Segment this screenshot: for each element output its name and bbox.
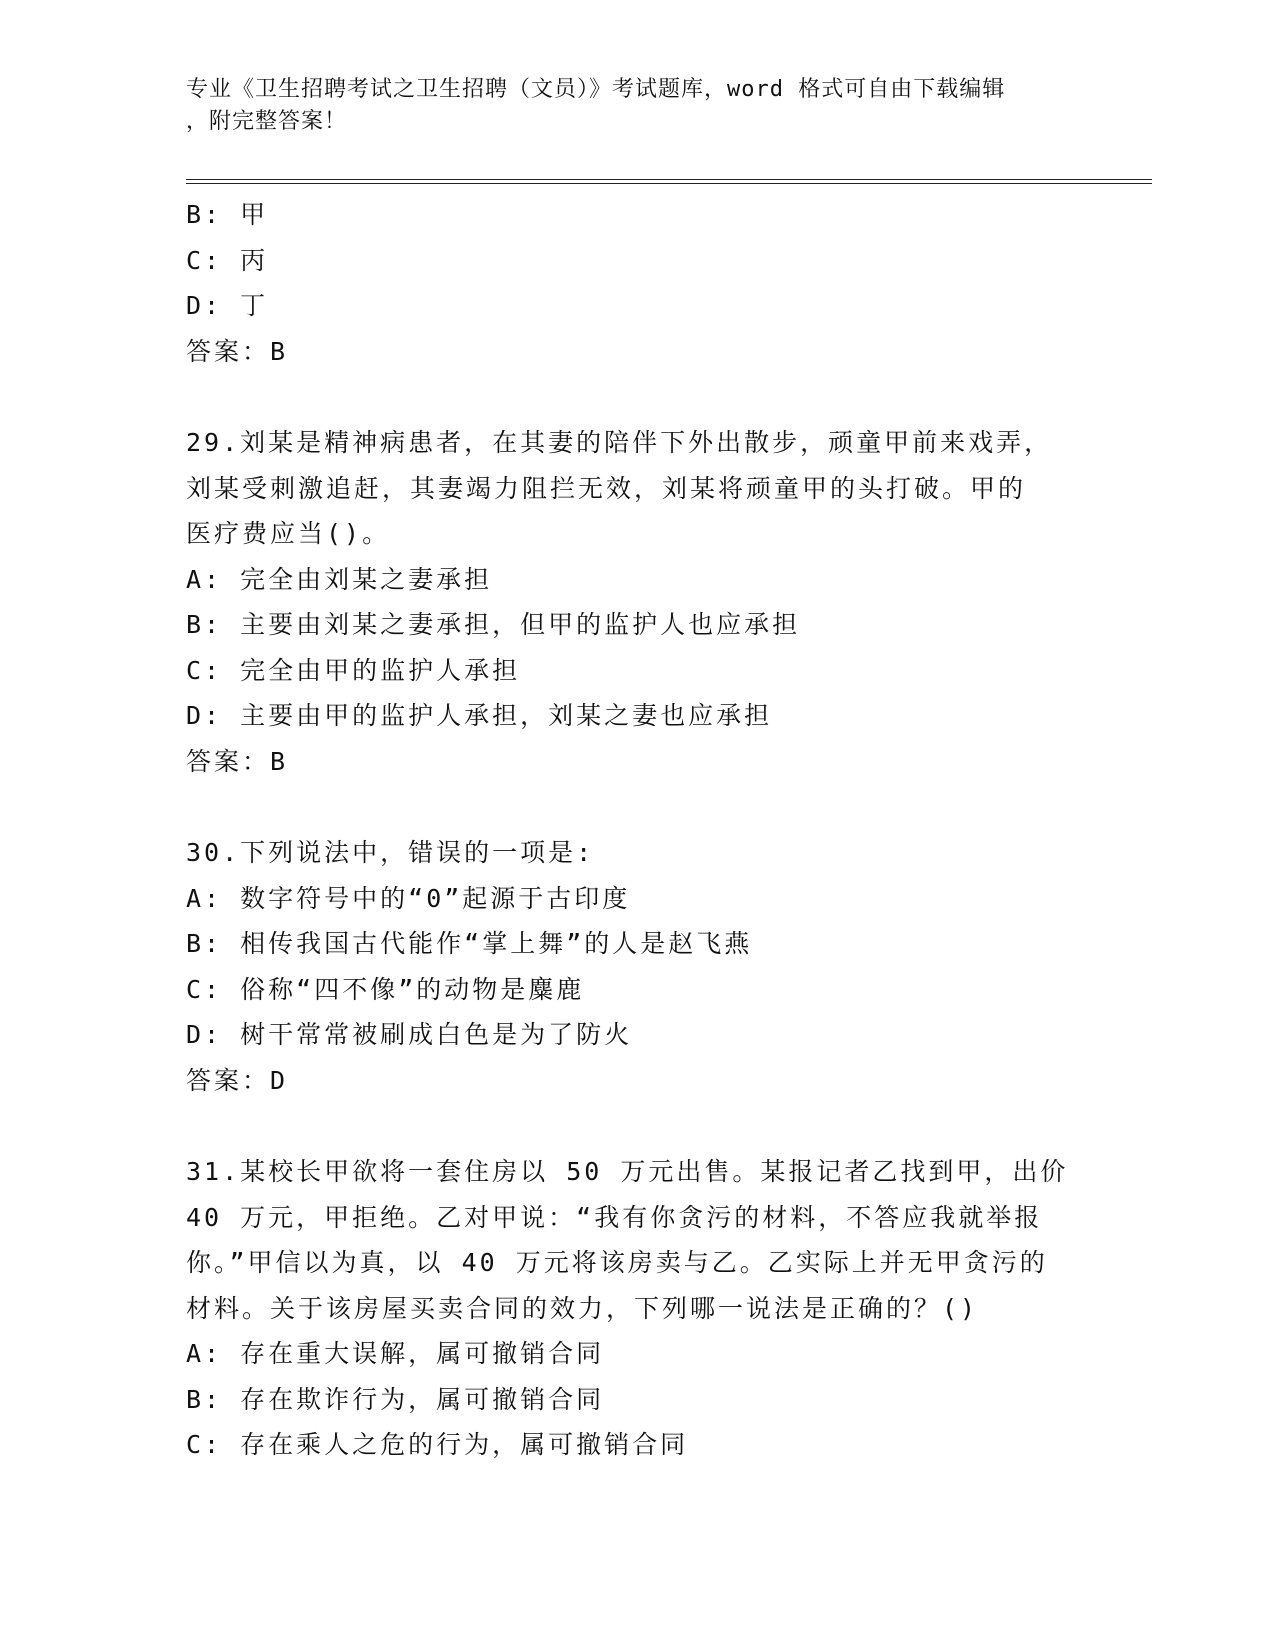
option-line: B: 相传我国古代能作“掌上舞”的人是赵飞燕 [186, 929, 753, 958]
question-30 [186, 830, 1086, 1103]
option-line: A: 完全由刘某之妻承担 [186, 564, 493, 594]
question-text: 29.刘某是精神病患者，在其妻的陪伴下外出散步，顽童甲前来戏弄， [186, 428, 1053, 457]
option-line: C: 完全由甲的监护人承担 [186, 655, 521, 685]
option-line: B: 甲 [186, 200, 269, 229]
option-line: C: 存在乘人之危的行为，属可撤销合同 [186, 1430, 689, 1459]
spacer [186, 374, 1086, 420]
option-line: A: 存在重大误解，属可撤销合同 [186, 1339, 605, 1368]
option-line: B: 主要由刘某之妻承担，但甲的监护人也应承担 [186, 610, 801, 639]
option-line: A: 数字符号中的“0”起源于古印度 [186, 883, 631, 913]
question-text: 材料。关于该房屋买卖合同的效力，下列哪一说法是正确的？() [186, 1293, 979, 1323]
option-line: D: 丁 [186, 291, 269, 320]
question-29 [186, 420, 1086, 784]
header-divider-top [186, 179, 1152, 180]
question-31 [186, 1149, 1086, 1468]
prev-question [186, 192, 1086, 374]
option-line: D: 主要由甲的监护人承担，刘某之妻也应承担 [186, 701, 773, 730]
document-header [186, 74, 1076, 138]
spacer [186, 1103, 1086, 1149]
option-line: C: 俗称“四不像”的动物是麋鹿 [186, 974, 585, 1004]
question-text: 医疗费应当()。 [186, 519, 391, 548]
question-text: 刘某受刺激追赶，其妻竭力阻拦无效，刘某将顽童甲的头打破。甲的 [186, 473, 1027, 503]
question-text: 你。”甲信以为真，以 40 万元将该房卖与乙。乙实际上并无甲贪污的 [186, 1248, 1048, 1277]
option-line: C: 丙 [186, 245, 269, 275]
option-line: B: 存在欺诈行为，属可撤销合同 [186, 1384, 605, 1414]
header-line-2: ，附完整答案！ [186, 109, 348, 134]
answer-line: 答案：D [186, 1065, 289, 1095]
question-text: 40 万元，甲拒绝。乙对甲说：“我有你贪污的材料，不答应我就举报 [186, 1202, 1043, 1232]
question-text: 31.某校长甲欲将一套住房以 50 万元出售。某报记者乙找到甲，出价 [186, 1157, 1069, 1186]
option-line: D: 树干常常被刷成白色是为了防火 [186, 1020, 633, 1049]
header-line-1: 专业《卫生招聘考试之卫生招聘（文员）》考试题库，word 格式可自由下载编辑 [186, 77, 1006, 102]
answer-line: 答案：B [186, 746, 289, 776]
answer-line: 答案：B [186, 336, 289, 366]
spacer [186, 784, 1086, 830]
header-divider-bottom [186, 183, 1152, 184]
document-body [186, 192, 1086, 1468]
question-text: 30.下列说法中，错误的一项是: [186, 838, 595, 867]
